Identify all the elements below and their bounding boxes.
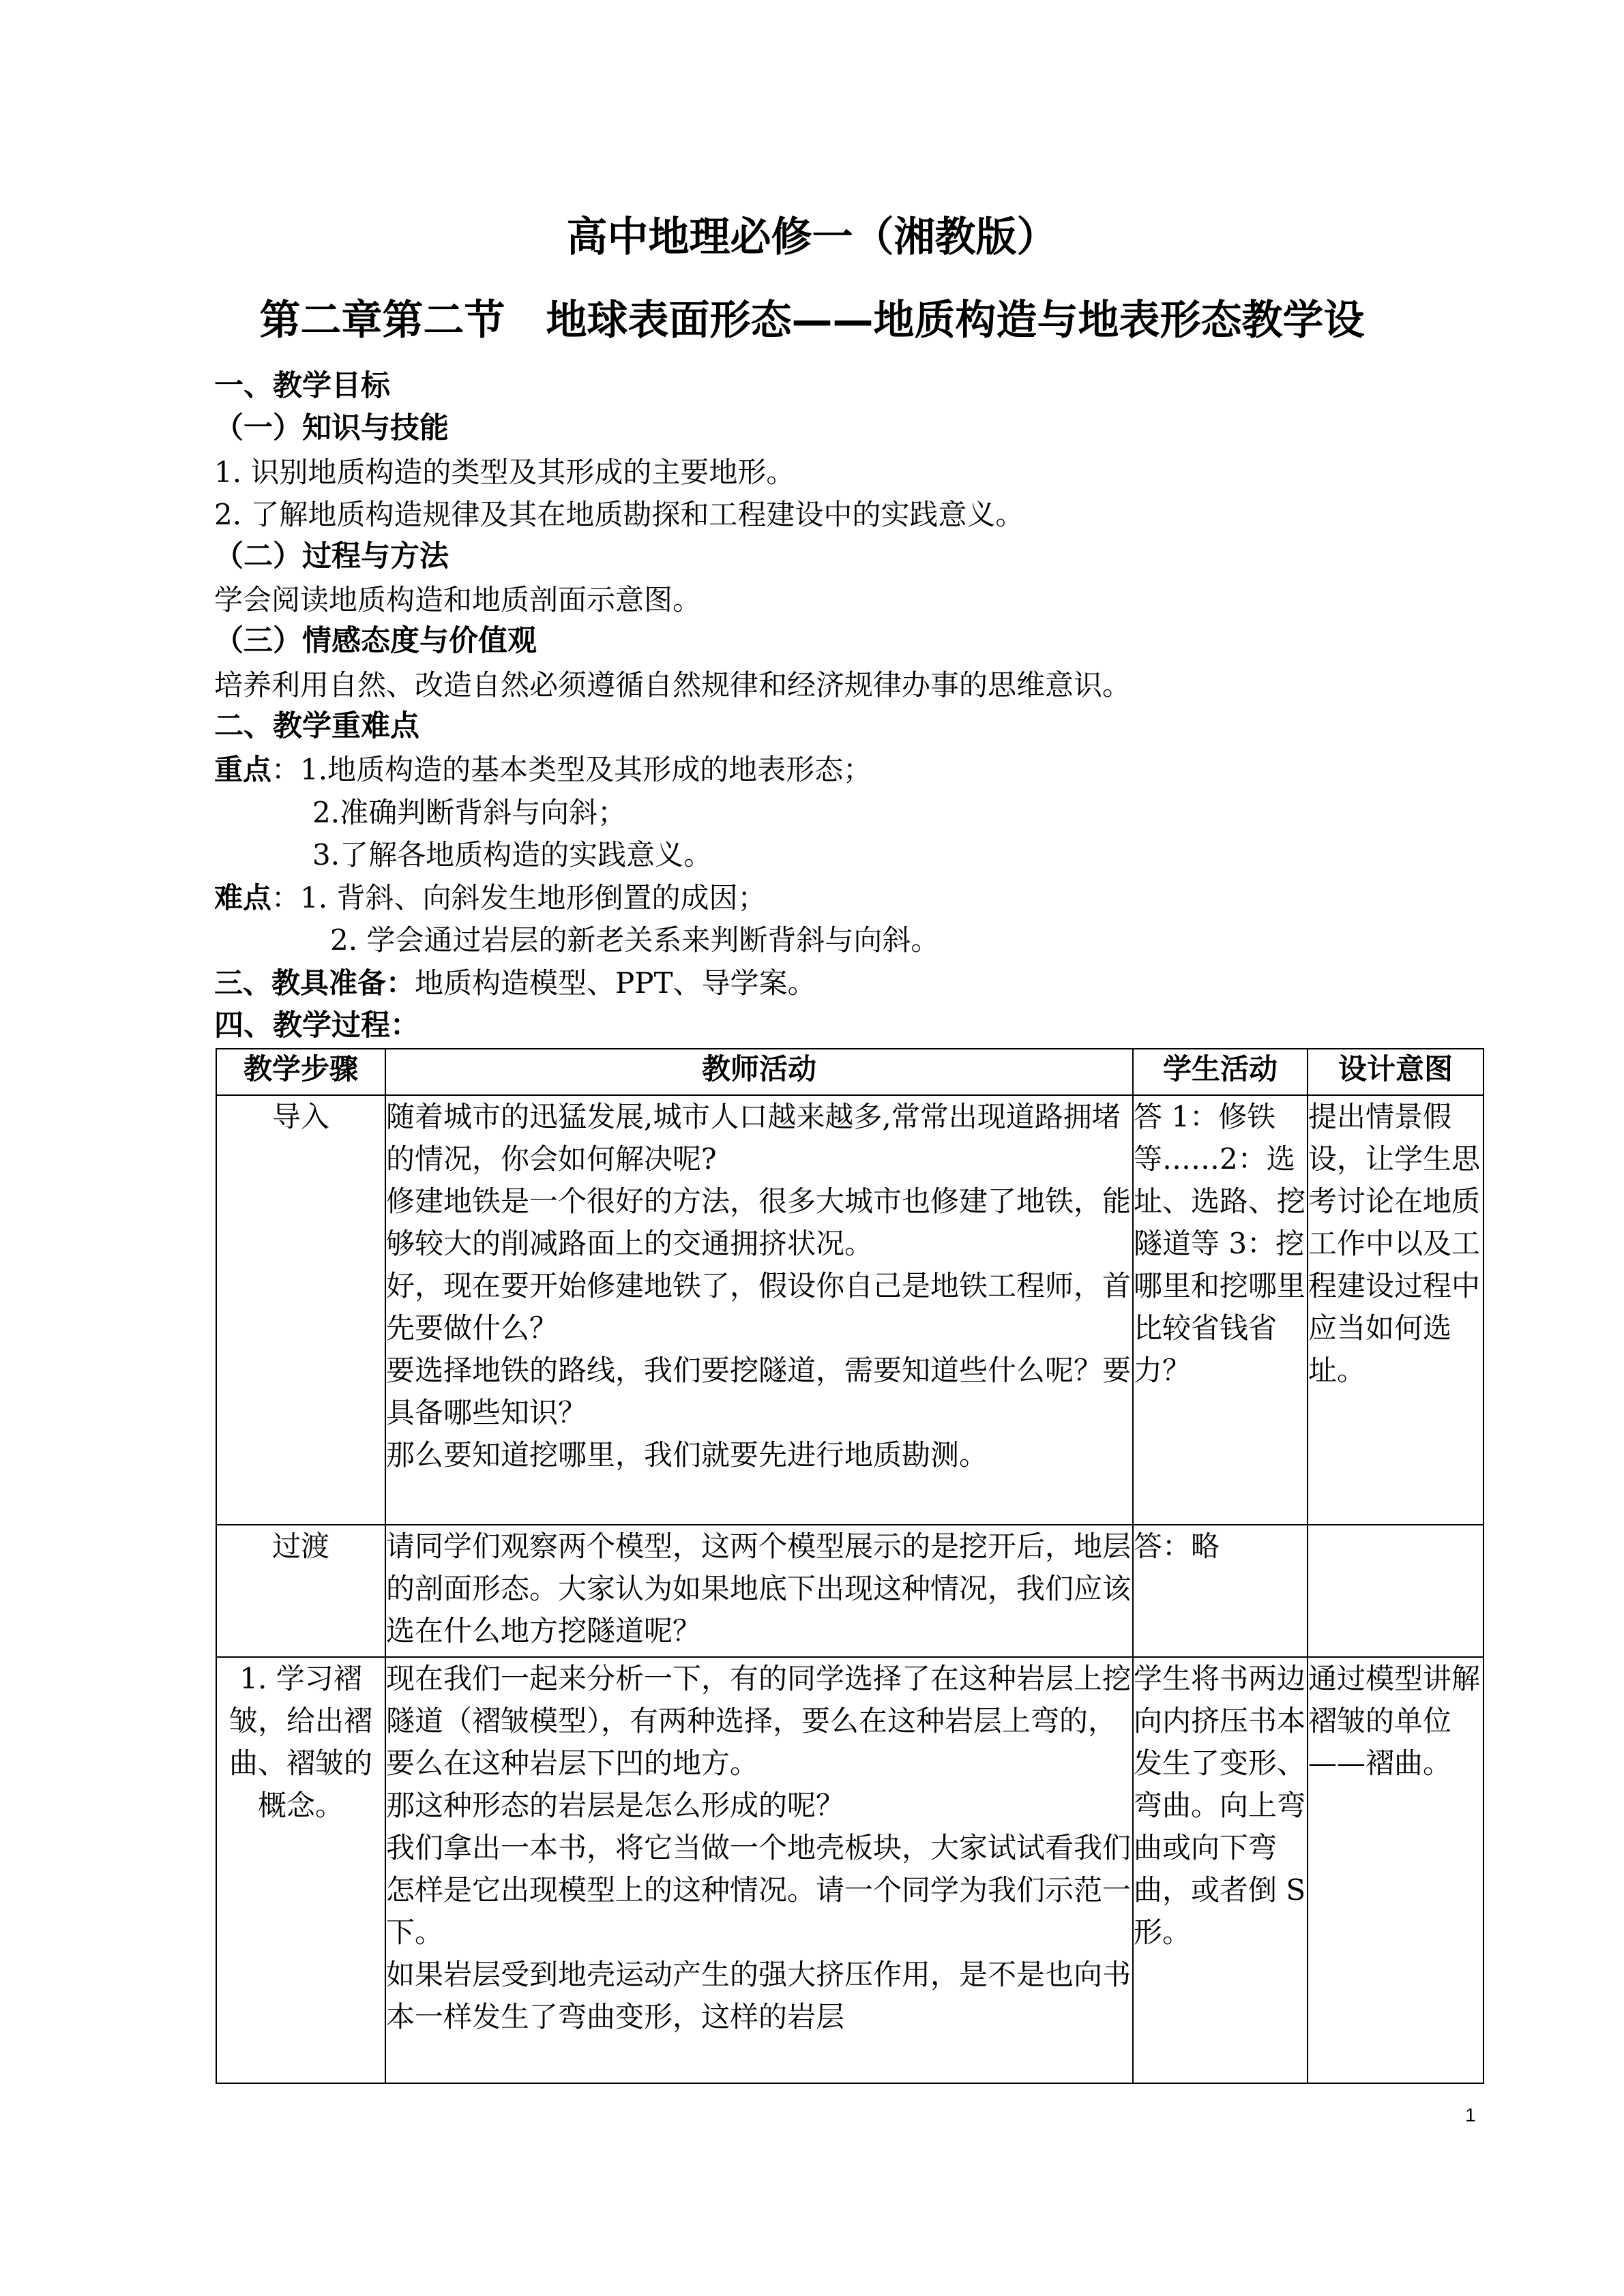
column-header-student: 学生活动 bbox=[1133, 1049, 1308, 1095]
teaching-aids-line bbox=[214, 966, 816, 1000]
teacher-activity-cell bbox=[385, 1525, 1133, 1657]
subsection-process-heading: （二）过程与方法 bbox=[214, 539, 449, 573]
teacher-paragraph: 随着城市的迅猛发展,城市人口越来越多,常常出现道路拥堵的情况，你会如何解决呢? bbox=[386, 1100, 1121, 1176]
teacher-paragraph: 那这种形态的岩层是怎么形成的呢？ bbox=[386, 1789, 845, 1822]
teacher-activity-cell bbox=[385, 1657, 1133, 2083]
teacher-paragraph: 请同学们观察两个模型，这两个模型展示的是挖开后，地层的剖面形态。大家认为如果地底下出现这种情况，我们应该选在什么地方挖隧道呢？ bbox=[386, 1530, 1132, 1648]
page-number: 1 bbox=[1465, 2104, 1476, 2126]
section-objectives-heading: 一、教学目标 bbox=[214, 369, 390, 403]
step-cell: 过渡 bbox=[216, 1525, 385, 1657]
teacher-paragraph: 要选择地铁的路线，我们要挖隧道，需要知道些什么呢？要具备哪些知识？ bbox=[386, 1354, 1132, 1429]
table-row bbox=[216, 1095, 1483, 1525]
table-row bbox=[216, 1525, 1483, 1657]
student-activity-cell: 答：略 bbox=[1133, 1525, 1308, 1657]
section-process-heading: 四、教学过程： bbox=[214, 1009, 419, 1043]
knowledge-item-1: 1. 识别地质构造的类型及其形成的主要地形。 bbox=[214, 456, 795, 489]
student-activity-cell: 学生将书两边向内挤压书本发生了变形、弯曲。向上弯曲或向下弯曲，或者倒 S 形。 bbox=[1133, 1657, 1308, 2083]
subsection-attitude-heading: （三）情感态度与价值观 bbox=[214, 624, 537, 658]
subsection-knowledge-heading: （一）知识与技能 bbox=[214, 411, 449, 445]
document-subtitle: 第二章第二节 地球表面形态——地质构造与地表形态教学设 bbox=[259, 297, 1365, 344]
column-header-teacher: 教师活动 bbox=[385, 1049, 1133, 1095]
table-header-row bbox=[216, 1049, 1483, 1095]
key-points-label: 重点 bbox=[214, 753, 272, 786]
teacher-paragraph: 如果岩层受到地壳运动产生的强大挤压作用，是不是也向书本一样发生了弯曲变形，这样的岩层 bbox=[386, 1958, 1132, 2033]
teaching-aids-text: 地质构造模型、PPT、导学案。 bbox=[415, 966, 816, 1000]
table-row bbox=[216, 1657, 1483, 2083]
difficult-points-line-1 bbox=[214, 881, 767, 914]
step-cell: 导入 bbox=[216, 1095, 385, 1525]
design-intent-cell bbox=[1308, 1525, 1483, 1657]
document-title: 高中地理必修一（湘教版） bbox=[566, 213, 1058, 261]
knowledge-item-2: 2. 了解地质构造规律及其在地质勘探和工程建设中的实践意义。 bbox=[214, 498, 1024, 531]
design-intent-cell: 通过模型讲解褶皱的单位——褶曲。 bbox=[1308, 1657, 1483, 2083]
teacher-paragraph: 好，现在要开始修建地铁了，假设你自己是地铁工程师，首先要做什么？ bbox=[386, 1269, 1132, 1345]
teaching-aids-label: 三、教具准备： bbox=[214, 966, 415, 1000]
step-cell: 1. 学习褶皱，给出褶曲、褶皱的概念。 bbox=[216, 1657, 385, 2083]
process-text: 学会阅读地质构造和地质剖面示意图。 bbox=[214, 583, 702, 616]
column-header-design: 设计意图 bbox=[1308, 1049, 1483, 1095]
attitude-text: 培养利用自然、改造自然必须遵循自然规律和经济规律办事的思维意识。 bbox=[214, 668, 1132, 702]
key-point-3: 3.了解各地质构造的实践意义。 bbox=[312, 838, 713, 871]
lesson-process-table bbox=[216, 1048, 1484, 2084]
teacher-paragraph: 我们拿出一本书，将它当做一个地壳板块，大家试试看我们怎样是它出现模型上的这种情况。请一个同学为我们示范一下。 bbox=[386, 1831, 1132, 1949]
teacher-paragraph: 修建地铁是一个很好的方法，很多大城市也修建了地铁，能够较大的削减路面上的交通拥挤状况。 bbox=[386, 1184, 1132, 1260]
teacher-activity-cell bbox=[385, 1095, 1133, 1525]
difficult-point-1: ：1. 背斜、向斜发生地形倒置的成因； bbox=[271, 881, 767, 914]
key-points-line-1 bbox=[214, 753, 872, 786]
design-intent-cell: 提出情景假设，让学生思考讨论在地质工作中以及工程建设过程中应当如何选址。 bbox=[1308, 1095, 1483, 1525]
teacher-paragraph: 现在我们一起来分析一下，有的同学选择了在这种岩层上挖隧道（褶皱模型），有两种选择，要么在这种岩层上弯的，要么在这种岩层下凹的地方。 bbox=[386, 1662, 1132, 1780]
teacher-paragraph: 那么要知道挖哪里，我们就要先进行地质勘测。 bbox=[386, 1438, 988, 1472]
key-point-1: ：1.地质构造的基本类型及其形成的地表形态； bbox=[271, 753, 872, 786]
section-keypoints-heading: 二、教学重难点 bbox=[214, 709, 419, 743]
student-activity-cell: 答 1：修铁等……2：选址、选路、挖隧道等 3：挖哪里和挖哪里比较省钱省力？ bbox=[1133, 1095, 1308, 1525]
difficult-points-label: 难点 bbox=[214, 881, 272, 914]
key-point-2: 2.准确判断背斜与向斜； bbox=[312, 796, 627, 829]
difficult-point-2: 2. 学会通过岩层的新老关系来判断背斜与向斜。 bbox=[330, 923, 940, 957]
column-header-step: 教学步骤 bbox=[216, 1049, 385, 1095]
